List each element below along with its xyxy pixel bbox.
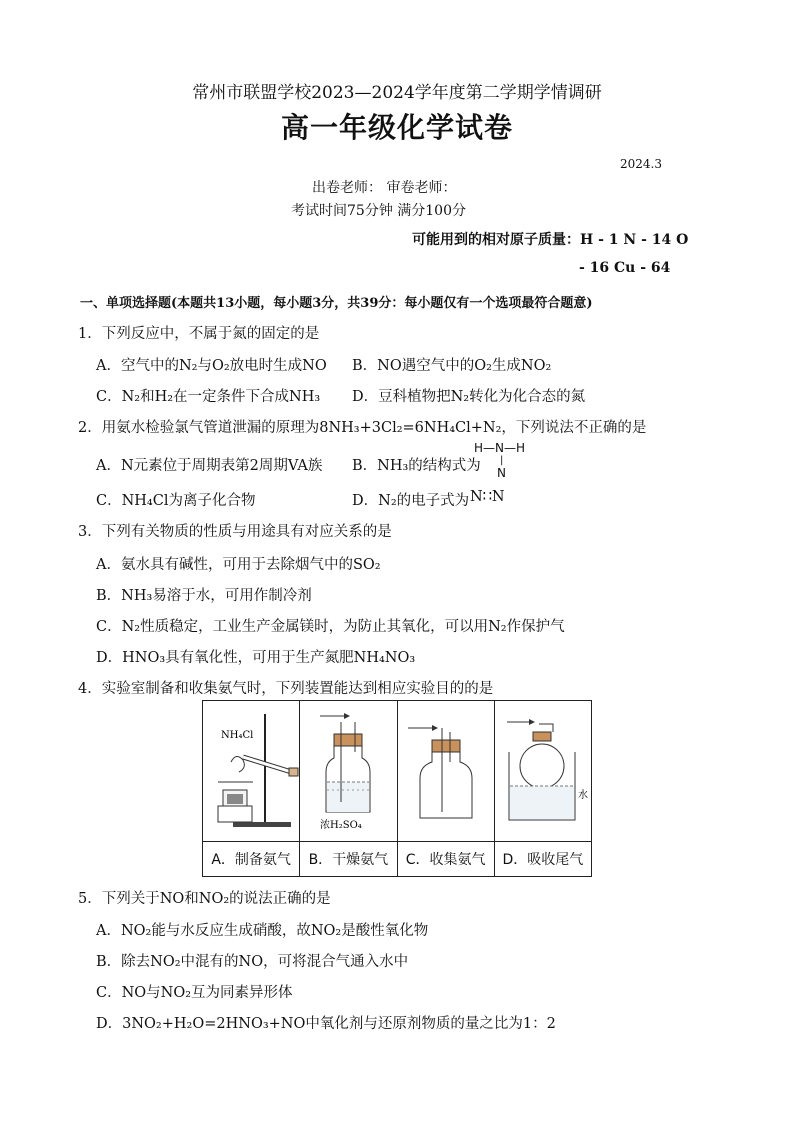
apparatus-d-absorption-beaker — [495, 702, 591, 836]
q3-option-b: B．NH₃易溶于水，可用作制冷剂 — [96, 588, 312, 604]
q2-option-b: B．NH₃的结构式为 — [352, 458, 481, 474]
q3-stem: 3．下列有关物质的性质与用途具有对应关系的是 — [78, 524, 392, 540]
apparatus-c-cell — [397, 701, 494, 842]
n2-electron-formula: N∷N — [470, 489, 505, 505]
apparatus-table — [202, 700, 592, 877]
apparatus-c-label: C．收集氨气 — [397, 842, 494, 877]
apparatus-a-cell — [203, 701, 300, 842]
q3-option-d: D．HNO₃具有氧化性，可用于生产氮肥NH₄NO₃ — [96, 650, 416, 666]
q1-option-d: D．豆科植物把N₂转化为化合态的氮 — [352, 389, 586, 405]
apparatus-a-label: A．制备氨气 — [203, 842, 300, 877]
reagent-nh4cl-label: NH₄Cl — [221, 730, 254, 741]
q2-option-d: D．N₂的电子式为 — [352, 493, 470, 509]
atomic-mass-line-2: - 16 Cu - 64 — [579, 260, 671, 276]
q5-option-c: C．NO与NO₂互为同素异形体 — [96, 985, 293, 1001]
apparatus-d-label: D．吸收尾气 — [494, 842, 591, 877]
q1-stem: 1．下列反应中，不属于氮的固定的是 — [78, 326, 320, 342]
q5-option-d: D．3NO₂+H₂O=2HNO₃+NO中氧化剂与还原剂物质的量之比为1：2 — [96, 1016, 556, 1032]
apparatus-b-label: B．干燥氨气 — [300, 842, 397, 877]
q1-option-b: B．NO遇空气中的O₂生成NO₂ — [352, 358, 552, 374]
nh3-structure-top: H—N—H — [474, 441, 526, 455]
reagent-h2so4-label: 浓H₂SO₄ — [320, 820, 363, 831]
apparatus-d-cell — [494, 701, 591, 842]
q2-option-c: C．NH₄Cl为离子化合物 — [96, 493, 256, 509]
q3-option-a: A．氨水具有碱性，可用于去除烟气中的SO₂ — [96, 557, 381, 573]
q5-option-a: A．NO₂能与水反应生成硝酸，故NO₂是酸性氧化物 — [96, 923, 429, 939]
teachers-line: 出卷老师： 审卷老师： — [312, 180, 457, 196]
q5-stem: 5．下列关于NO和NO₂的说法正确的是 — [78, 891, 331, 907]
apparatus-a-heating-setup — [203, 702, 299, 836]
q1-option-c: C．N₂和H₂在一定条件下合成NH₃ — [96, 389, 321, 405]
q2-option-a: A．N元素位于周期表第2周期VA族 — [96, 458, 323, 474]
q1-option-a: A．空气中的N₂与O₂放电时生成NO — [96, 358, 327, 374]
reagent-water-label: 水 — [577, 790, 588, 801]
q5-option-b: B．除去NO₂中混有的NO，可将混合气通入水中 — [96, 954, 409, 970]
nh3-structure-bottom: N — [497, 466, 506, 480]
school-heading: 常州市联盟学校2023—2024学年度第二学期学情调研 — [192, 83, 602, 103]
atomic-mass-line-1: 可能用到的相对原子质量：H - 1 N - 14 O — [412, 232, 689, 248]
apparatus-c-gas-bottle — [398, 702, 494, 836]
q3-option-c: C．N₂性质稳定，工业生产金属镁时，为防止其氧化，可以用N₂作保护气 — [96, 619, 565, 635]
apparatus-b-cell — [300, 701, 397, 842]
apparatus-b-wash-bottle — [300, 702, 396, 836]
exam-time-line: 考试时间75分钟 满分100分 — [291, 203, 466, 219]
exam-title: 高一年级化学试卷 — [280, 111, 513, 144]
nh3-structure-bond: | — [500, 455, 504, 466]
exam-date: 2024.3 — [620, 157, 662, 171]
q2-stem: 2．用氨水检验氯气管道泄漏的原理为8NH₃+3Cl₂=6NH₄Cl+N₂，下列说法不正确的是 — [78, 420, 647, 436]
q4-stem: 4．实验室制备和收集氨气时，下列装置能达到相应实验目的的是 — [78, 681, 494, 697]
section-heading: 一、单项选择题(本题共13小题，每小题3分，共39分：每小题仅有一个选项最符合题意) — [80, 296, 593, 311]
